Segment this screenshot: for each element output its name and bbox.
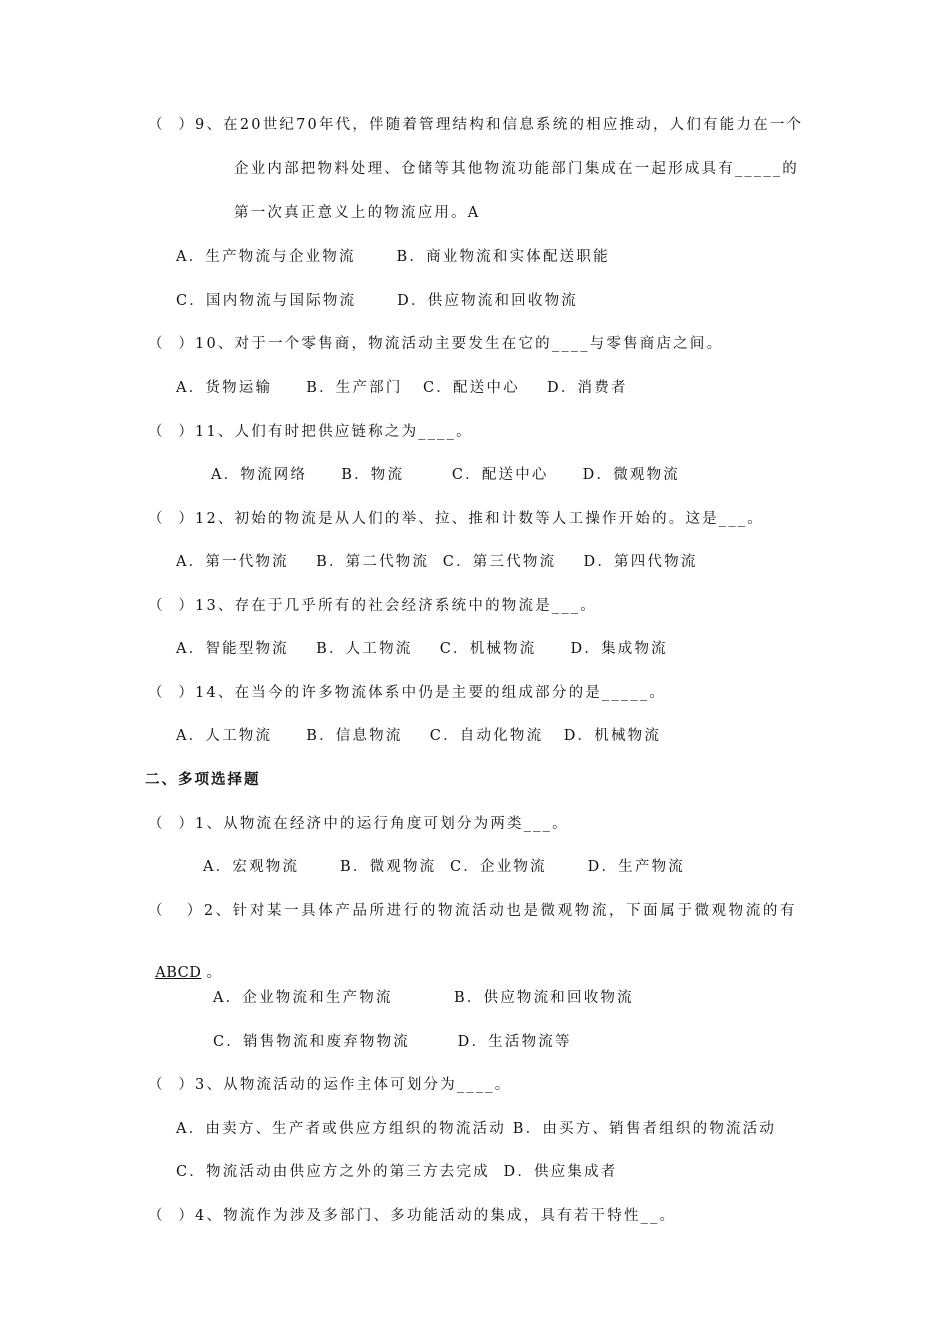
multi-question-3-options-row-2: C．物流活动由供应方之外的第三方去完成 D．供应集成者	[176, 1164, 618, 1180]
question-9-line-2: 企业内部把物料处理、仓储等其他物流功能部门集成在一起形成具有_____的	[234, 161, 799, 177]
question-11-options: A．物流网络 B．物流 C．配送中心 D．微观物流	[211, 467, 681, 483]
multi-question-2-line-2	[145, 946, 221, 982]
question-9-options-row-2: C．国内物流与国际物流 D．供应物流和回收物流	[176, 293, 578, 309]
question-11: （ ）11、人们有时把供应链称之为____。	[148, 424, 473, 440]
multi-question-2-tail: 。	[201, 965, 222, 981]
question-13: （ ）13、存在于几乎所有的社会经济系统中的物流是___。	[148, 598, 597, 614]
question-12: （ ）12、初始的物流是从人们的举、拉、推和计数等人工操作开始的。这是___。	[148, 511, 764, 527]
multi-question-1-options: A．宏观物流 B．微观物流 C．企业物流 D．生产物流	[203, 859, 685, 875]
question-14: （ ）14、在当今的许多物流体系中仍是主要的组成部分的是_____。	[148, 685, 666, 701]
question-12-options: A．第一代物流 B．第二代物流 C．第三代物流 D．第四代物流	[176, 554, 698, 570]
question-9-options-row-1: A．生产物流与企业物流 B．商业物流和实体配送职能	[176, 249, 610, 265]
question-10-options: A．货物运输 B．生产部门 C．配送中心 D．消费者	[176, 380, 628, 396]
section-2-heading: 二、多项选择题	[145, 771, 261, 788]
multi-question-3-options-row-1: A．由卖方、生产者或供应方组织的物流活动 B．由买方、销售者组织的物流活动	[176, 1121, 777, 1137]
multi-question-2-answer: ABCD	[155, 965, 202, 981]
question-14-options: A．人工物流 B．信息物流 C．自动化物流 D．机械物流	[176, 728, 662, 744]
question-9-line-1: （ ）9、在20世纪70年代，伴随着管理结构和信息系统的相应推动，人们有能力在一个	[148, 117, 804, 133]
question-10: （ ）10、对于一个零售商，物流活动主要发生在它的____与零售商店之间。	[148, 336, 724, 352]
multi-question-2-options-row-1: A．企业物流和生产物流 B．供应物流和回收物流	[213, 990, 634, 1006]
question-9-line-3: 第一次真正意义上的物流应用。A	[234, 205, 481, 221]
multi-question-1: （ ）1、从物流在经济中的运行角度可划分为两类___。	[148, 816, 569, 832]
question-13-options: A．智能型物流 B．人工物流 C．机械物流 D．集成物流	[176, 641, 668, 657]
multi-question-3: （ ）3、从物流活动的运作主体可划分为____。	[148, 1077, 512, 1093]
multi-question-2-options-row-2: C．销售物流和废弃物物流 D．生活物流等	[213, 1034, 572, 1050]
multi-question-2-line-1: （ ）2、针对某一具体产品所进行的物流活动也是微观物流，下面属于微观物流的有	[148, 903, 798, 919]
multi-question-4: （ ）4、物流作为涉及多部门、多功能活动的集成，具有若干特性__。	[148, 1208, 677, 1224]
